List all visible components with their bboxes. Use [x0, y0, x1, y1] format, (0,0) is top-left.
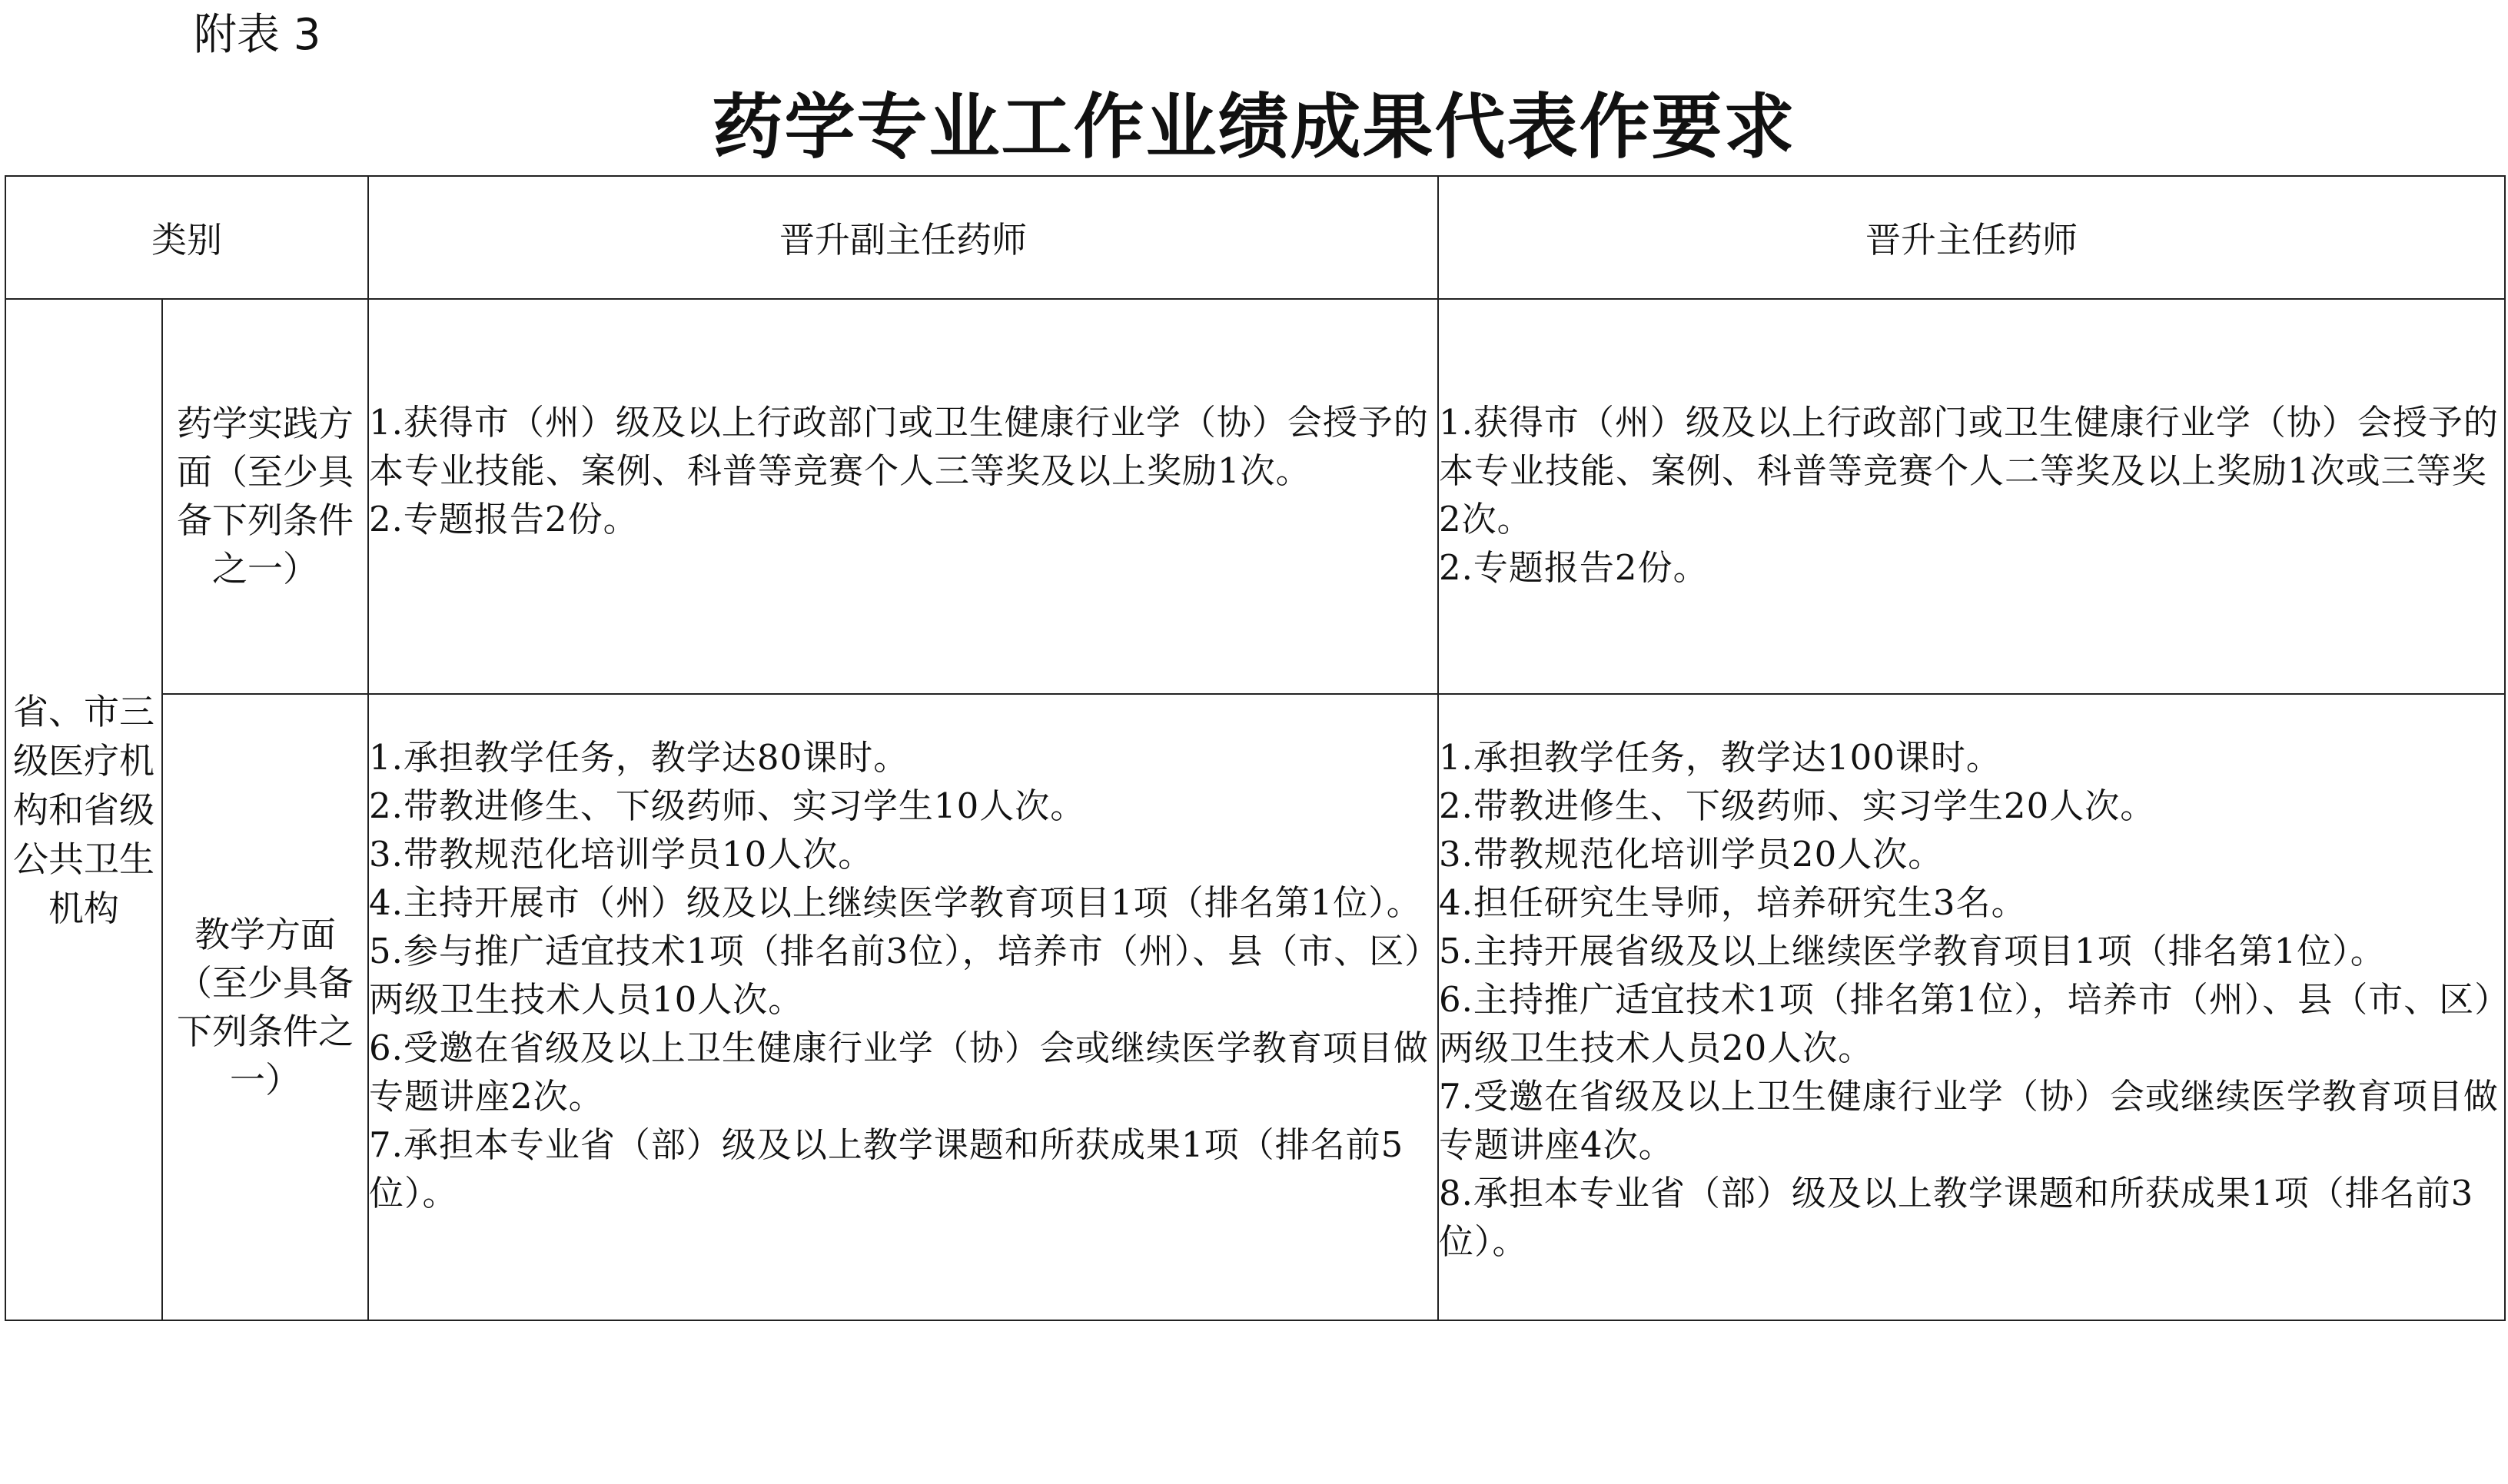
- requirement-item: 1.承担教学任务，教学达100课时。: [1439, 737, 2001, 778]
- table-row-practice: [5, 299, 2505, 694]
- requirement-item: 6.主持推广适宜技术1项（排名第1位），培养市（州）、县（市、区）两级卫生技术人员20人次。: [1439, 979, 2493, 1068]
- requirement-item: 7.受邀在省级及以上卫生健康行业学（协）会或继续医学教育项目做专题讲座4次。: [1439, 1076, 2499, 1165]
- requirement-item: 1.获得市（州）级及以上行政部门或卫生健康行业学（协）会授予的本专业技能、案例、科普等竞赛个人二等奖及以上奖励1次或三等奖2次。: [1439, 402, 2499, 539]
- teaching-deputy-requirements: [368, 694, 1438, 1320]
- requirement-item: 4.担任研究生导师，培养研究生3名。: [1439, 882, 2027, 923]
- requirement-item: 2.专题报告2份。: [1439, 547, 1709, 588]
- table-header-row: [5, 176, 2505, 299]
- requirement-item: 2.带教进修生、下级药师、实习学生10人次。: [369, 785, 1086, 826]
- header-chief-pharmacist: 晋升主任药师: [1438, 176, 2505, 299]
- requirement-item: 2.带教进修生、下级药师、实习学生20人次。: [1439, 785, 2156, 826]
- requirement-item: 2.专题报告2份。: [369, 499, 639, 539]
- requirement-item: 3.带教规范化培训学员20人次。: [1439, 834, 1944, 875]
- header-deputy-pharmacist: 晋升副主任药师: [368, 176, 1438, 299]
- requirement-item: 7.承担本专业省（部）级及以上教学课题和所获成果1项（排名前5位）。: [369, 1124, 1404, 1213]
- table-row-teaching: [5, 694, 2505, 1320]
- practice-chief-requirements: [1438, 299, 2505, 694]
- requirement-item: 4.主持开展市（州）级及以上继续医学教育项目1项（排名第1位）。: [369, 882, 1422, 923]
- practice-deputy-requirements: [368, 299, 1438, 694]
- requirement-item: 6.受邀在省级及以上卫生健康行业学（协）会或继续医学教育项目做专题讲座2次。: [369, 1028, 1429, 1117]
- teaching-chief-requirements: [1438, 694, 2505, 1320]
- requirement-item: 1.获得市（州）级及以上行政部门或卫生健康行业学（协）会授予的本专业技能、案例、科普等竞赛个人三等奖及以上奖励1次。: [369, 402, 1429, 491]
- appendix-label: 附表 3: [194, 10, 321, 60]
- requirement-item: 5.主持开展省级及以上继续医学教育项目1项（排名第1位）。: [1439, 931, 2386, 971]
- org-type-cell: 省、市三级医疗机构和省级公共卫生机构: [5, 299, 162, 1320]
- requirement-item: 8.承担本专业省（部）级及以上教学课题和所获成果1项（排名前3位）。: [1439, 1173, 2474, 1262]
- header-category: 类别: [5, 176, 368, 299]
- requirements-table: [5, 175, 2506, 1321]
- requirement-item: 3.带教规范化培训学员10人次。: [369, 834, 874, 875]
- category-practice: 药学实践方面（至少具备下列条件之一）: [162, 299, 368, 694]
- requirement-item: 1.承担教学任务，教学达80课时。: [369, 737, 909, 778]
- requirement-item: 5.参与推广适宜技术1项（排名前3位），培养市（州）、县（市、区）两级卫生技术人员10人次。: [369, 931, 1423, 1020]
- page-title: 药学专业工作业绩成果代表作要求: [712, 85, 1796, 168]
- category-teaching: 教学方面（至少具备下列条件之一）: [162, 694, 368, 1320]
